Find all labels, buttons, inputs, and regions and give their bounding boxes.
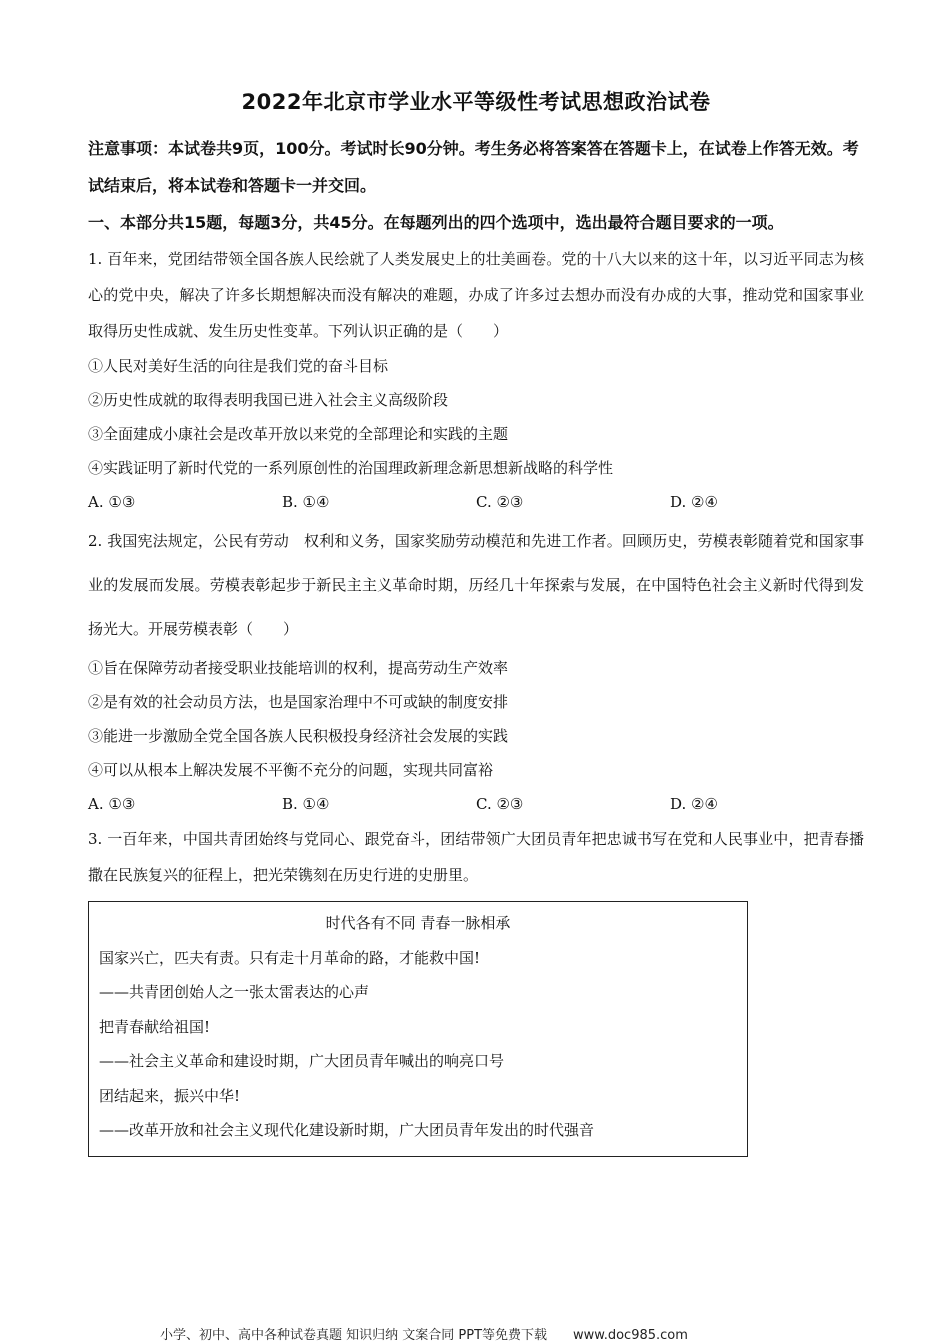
option-b: B. ①④ (282, 493, 330, 511)
quote-box-title: 时代各有不同 青春一脉相承 (325, 914, 511, 932)
statement-item: ③全面建成小康社会是改革开放以来党的全部理论和实践的主题 (88, 425, 509, 443)
quote-line: 国家兴亡，匹夫有责。只有走十月革命的路，才能救中国! (99, 948, 481, 967)
option-a: A. ①③ (88, 493, 136, 511)
statement-item: ①旨在保障劳动者接受职业技能培训的权利，提高劳动生产效率 (88, 659, 509, 677)
quote-line: 团结起来，振兴中华! (99, 1086, 241, 1105)
statement-item: ①人民对美好生活的向往是我们党的奋斗目标 (88, 357, 389, 375)
question-2 (88, 519, 864, 821)
question-1 (88, 241, 864, 519)
quote-attribution: ——共青团创始人之一张太雷表达的心声 (99, 983, 370, 1001)
quote-attribution: ——改革开放和社会主义现代化建设新时期，广大团员青年发出的时代强音 (99, 1121, 595, 1139)
option-a: A. ①③ (88, 795, 136, 813)
question-stem: 2. 我国宪法规定，公民有劳动 权利和义务，国家奖励劳动模范和先进工作者。回顾历史，劳模表彰随着党和国家事业的发展而发展。劳模表彰起步于新民主主义革命时期，历经几十年探索与发展，在中国特色社会主义新时代得到发扬光大。开展劳模表彰（ ） (88, 532, 864, 638)
page-title: 2022年北京市学业水平等级性考试思想政治试卷 (241, 90, 711, 114)
page-footer: 小学、初中、高中各种试卷真题 知识归纳 文案合同 PPT等免费下载 www.doc985.com (160, 1328, 688, 1343)
option-c: C. ②③ (476, 493, 524, 511)
statement-item: ③能进一步激励全党全国各族人民积极投身经济社会发展的实践 (88, 727, 509, 745)
question-3 (88, 821, 864, 1157)
statement-item: ②是有效的社会动员方法，也是国家治理中不可或缺的制度安排 (88, 693, 509, 711)
quote-attribution: ——社会主义革命和建设时期，广大团员青年喊出的响亮口号 (99, 1052, 505, 1070)
option-b: B. ①④ (282, 795, 330, 813)
option-d: D. ②④ (670, 795, 718, 813)
question-stem: 1. 百年来，党团结带领全国各族人民绘就了人类发展史上的壮美画卷。党的十八大以来的这十年，以习近平同志为核心的党中央，解决了许多长期想解决而没有解决的难题，办成了许多过去想办而没有办成的大事，推动党和国家事业取得历史性成就、发生历史性变革。下列认识正确的是（ ） (88, 250, 864, 340)
section-heading: 一、本部分共15题，每题3分，共45分。在每题列出的四个选项中，选出最符合题目要求的一项。 (88, 213, 784, 232)
statement-item: ②历史性成就的取得表明我国已进入社会主义高级阶段 (88, 391, 449, 409)
quote-box (88, 901, 748, 1157)
option-c: C. ②③ (476, 795, 524, 813)
exam-page (88, 86, 864, 1157)
exam-notice: 注意事项：本试卷共9页，100分。考试时长90分钟。考生务必将答案答在答题卡上，在试卷上作答无效。考试结束后，将本试卷和答题卡一并交回。 (88, 139, 859, 195)
option-d: D. ②④ (670, 493, 718, 511)
statement-item: ④可以从根本上解决发展不平衡不充分的问题，实现共同富裕 (88, 761, 494, 779)
answer-options (88, 787, 864, 821)
answer-options (88, 485, 864, 519)
quote-line: 把青春献给祖国! (99, 1017, 211, 1036)
statement-item: ④实践证明了新时代党的一系列原创性的治国理政新理念新思想新战略的科学性 (88, 459, 614, 477)
question-stem: 3. 一百年来，中国共青团始终与党同心、跟党奋斗，团结带领广大团员青年把忠诚书写在党和人民事业中，把青春播撒在民族复兴的征程上，把光荣镌刻在历史行进的史册里。 (88, 830, 864, 884)
